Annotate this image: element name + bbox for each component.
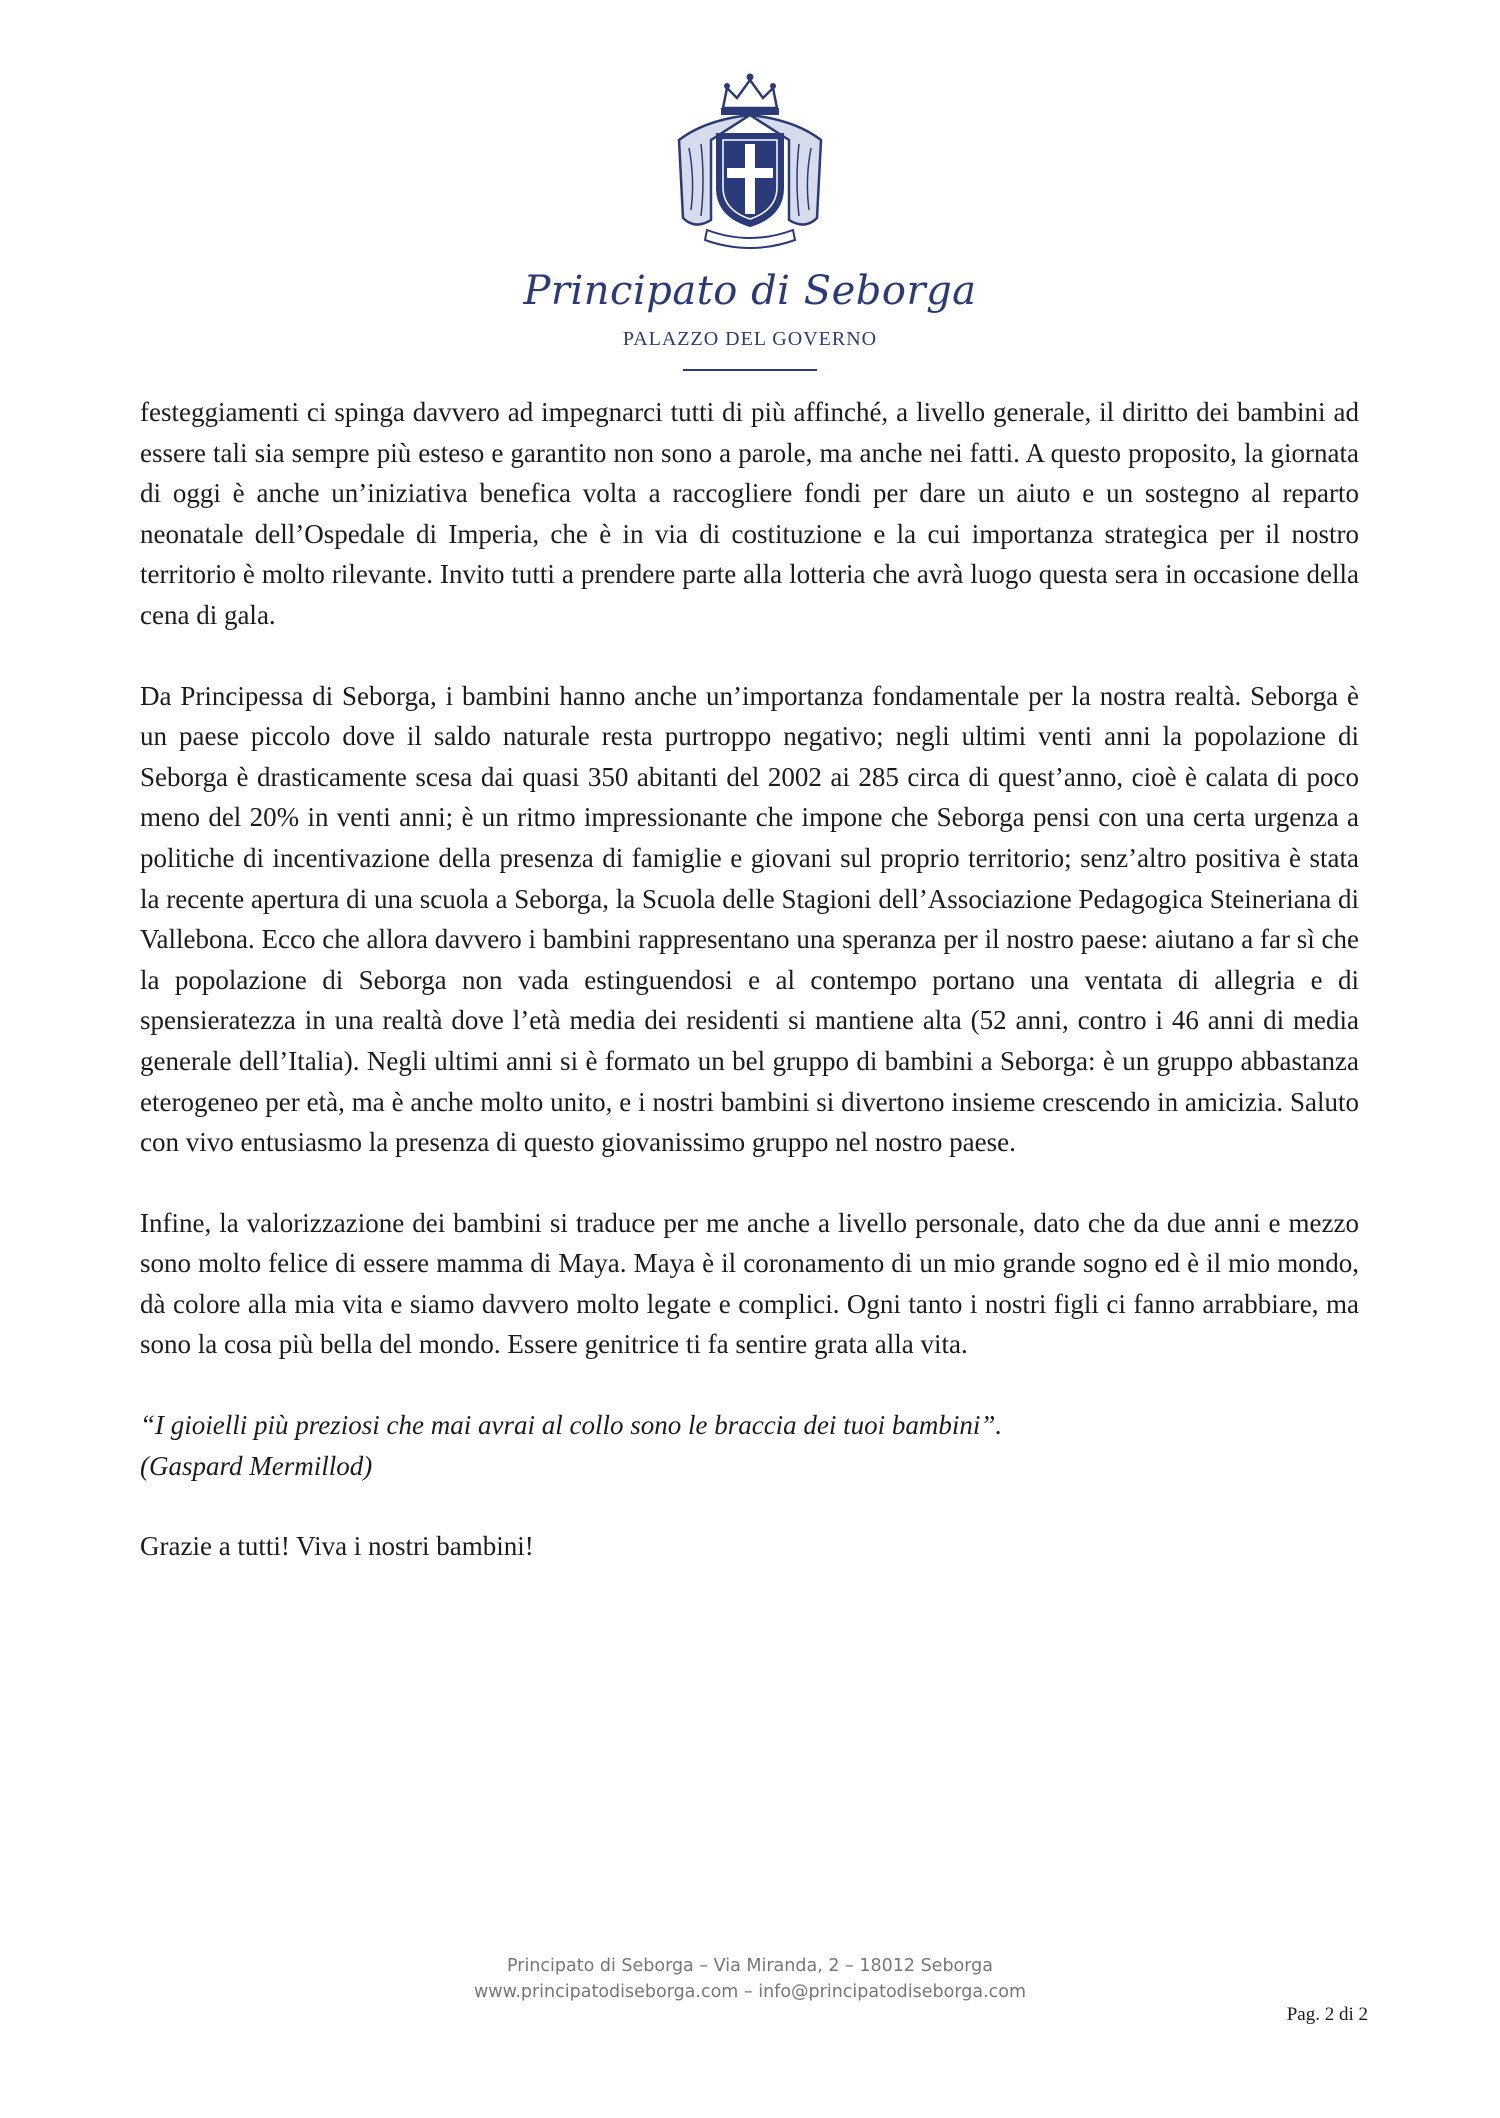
- footer-contacts: www.principatodiseborga.com – info@principatodiseborga.com: [473, 1982, 1027, 2002]
- closing-line: Grazie a tutti! Viva i nostri bambini!: [140, 1531, 534, 1562]
- paragraph-2: Da Principessa di Seborga, i bambini hanno anche un’importanza fondamentale per la nostra realtà. Seborga è un paese piccolo dove il saldo naturale resta purtroppo negativo; negli ultimi venti anni la popolazione di Seborga è drasticamente scesa dai quasi 350 abitanti del 2002 ai 285 circa di quest’anno, cioè è calata di poco meno del 20% in venti anni; è un ritmo impressionante che impone che Seborga pensi con una certa urgenza a politiche di incentivazione della presenza di famiglie e giovani sul proprio territorio; senz’altro positiva è stata la recente apertura di una scuola a Seborga, la Scuola delle Stagioni dell’Associazione Pedagogica Steineriana di Vallebona. Ecco che allora davvero i bambini rappresentano una speranza per il nostro paese: aiutano a far sì che la popolazione di Seborga non vada estinguendosi e al contempo portano una ventata di allegria e di spensieratezza in una realtà dove l’età media dei residenti si mantiene alta (52 anni, contro i 46 anni di media generale dell’Italia). Negli ultimi anni si è formato un bel gruppo di bambini a Seborga: è un gruppo abbastanza eterogeneo per età, ma è anche molto unito, e i nostri bambini si divertono insieme crescendo in amicizia. Saluto con vivo entusiasmo la presenza di questo giovanissimo gruppo nel nostro paese.: [140, 680, 1359, 1158]
- letter-body: [140, 392, 1359, 1607]
- paragraph-3: Infine, la valorizzazione dei bambini si traduce per me anche a livello personale, dato che da due anni e mezzo sono molto felice di essere mamma di Maya. Maya è il coronamento di un mio grande sogno ed è il mio mondo, dà colore alla mia vita e siamo davvero molto legate e complici. Ogni tanto i nostri figli ci fanno arrabbiare, ma sono la cosa più bella del mondo. Essere genitrice ti fa sentire grata alla vita.: [140, 1207, 1359, 1360]
- quote-text: “I gioielli più preziosi che mai avrai al collo sono le braccia dei tuoi bambini”.: [140, 1410, 1003, 1441]
- organization-name: Principato di Seborga: [523, 268, 977, 314]
- letterhead: [0, 70, 1500, 371]
- office-name: PALAZZO DEL GOVERNO: [622, 328, 878, 350]
- page-number: Pag. 2 di 2: [1286, 2004, 1368, 2025]
- paragraph-1: festeggiamenti ci spinga davvero ad impegnarci tutti di più affinché, a livello generale, il diritto dei bambini ad essere tali sia sempre più esteso e garantito non sono a parole, ma anche nei fatti. A questo proposito, la giornata di oggi è anche un’iniziativa benefica volta a raccogliere fondi per dare un aiuto e un sostegno al reparto neonatale dell’Ospedale di Imperia, che è in via di costituzione e la cui importanza strategica per il nostro territorio è molto rilevante. Invito tutti a prendere parte alla lotteria che avrà luogo questa sera in occasione della cena di gala.: [140, 397, 1359, 630]
- footer-address: Principato di Seborga – Via Miranda, 2 – 18012 Seborga: [507, 1956, 993, 1976]
- royal-crest-icon: [665, 70, 835, 250]
- quote-author: (Gaspard Mermillod): [140, 1450, 373, 1481]
- letterhead-divider: [683, 369, 817, 371]
- page-footer: [0, 1953, 1500, 2005]
